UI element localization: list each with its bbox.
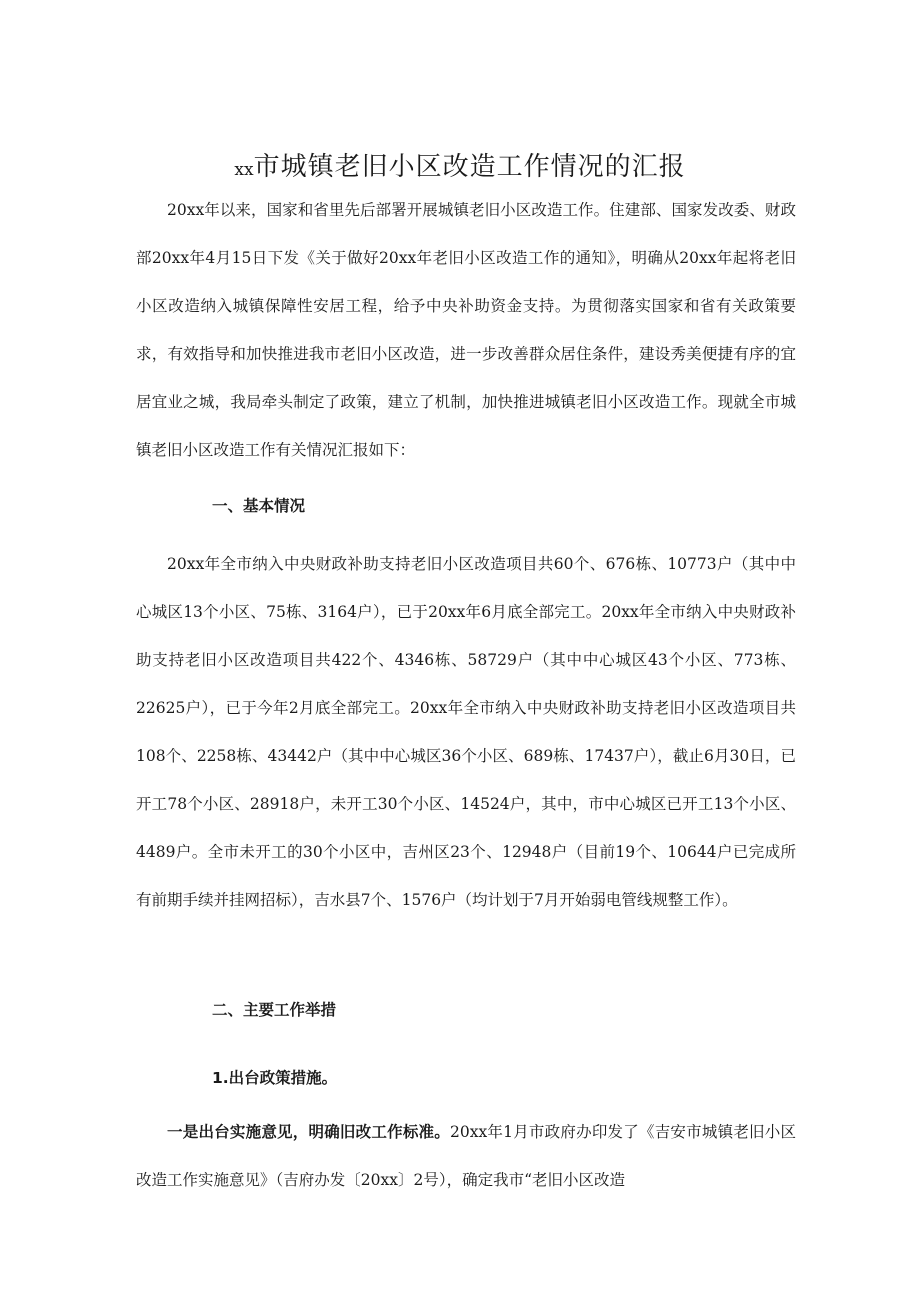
title-prefix: xx — [234, 160, 254, 181]
paragraph-lead: 一是出台实施意见，明确旧改工作标准。 — [167, 1123, 450, 1141]
intro-paragraph: 20xx年以来，国家和省里先后部署开展城镇老旧小区改造工作。住建部、国家发改委、财政部20xx年4月15日下发《关于做好20xx年老旧小区改造工作的通知》，明确从20xx年起将老旧小区改造纳入城镇保障性安居工程，给予中央补助资金支持。为贯彻落实国家和省有关政策要求，有效指导和加快推进我市老旧小区改造，进一步改善群众居住条件，建设秀美便捷有序的宜居宜业之城，我局牵头制定了政策，建立了机制，加快推进城镇老旧小区改造工作。现就全市城镇老旧小区改造工作有关情况汇报如下： — [136, 201, 796, 459]
document-title — [0, 147, 920, 190]
subsection-heading-policy: 1.出台政策措施。 — [212, 1069, 338, 1087]
policy-paragraph — [136, 1108, 796, 1204]
paragraph-rest: 20xx年1月市政府办印发了《吉安市城镇老旧小区改造工作实施意见》（吉府办发〔20xx〕2号），确定我市“老旧小区改造 — [136, 1123, 796, 1189]
section-basic-paragraph: 20xx年全市纳入中央财政补助支持老旧小区改造项目共60个、676栋、10773户（其中中心城区13个小区、75栋、3164户），已于20xx年6月底全部完工。20xx年全市纳入中央财政补助支持老旧小区改造项目共422个、4346栋、58729户（其中中心城区43个小区、773栋、22625户），已于今年2月底全部完工。20xx年全市纳入中央财政补助支持老旧小区改造项目共108个、2258栋、43442户（其中中心城区36个小区、689栋、17437户），截止6月30日，已开工78个小区、28918户，未开工30个小区、14524户，其中，市中心城区已开工13个小区、4489户。全市未开工的30个小区中，吉州区23个、12948户（目前19个、10644户已完成所有前期手续并挂网招标），吉水县7个、1576户（均计划于7月开始弱电管线规整工作）。 — [136, 555, 796, 909]
section-heading-basic: 一、基本情况 — [212, 497, 306, 515]
section-heading-measures: 二、主要工作举措 — [212, 1001, 337, 1019]
title-main: 市城镇老旧小区改造工作情况的汇报 — [253, 152, 686, 183]
